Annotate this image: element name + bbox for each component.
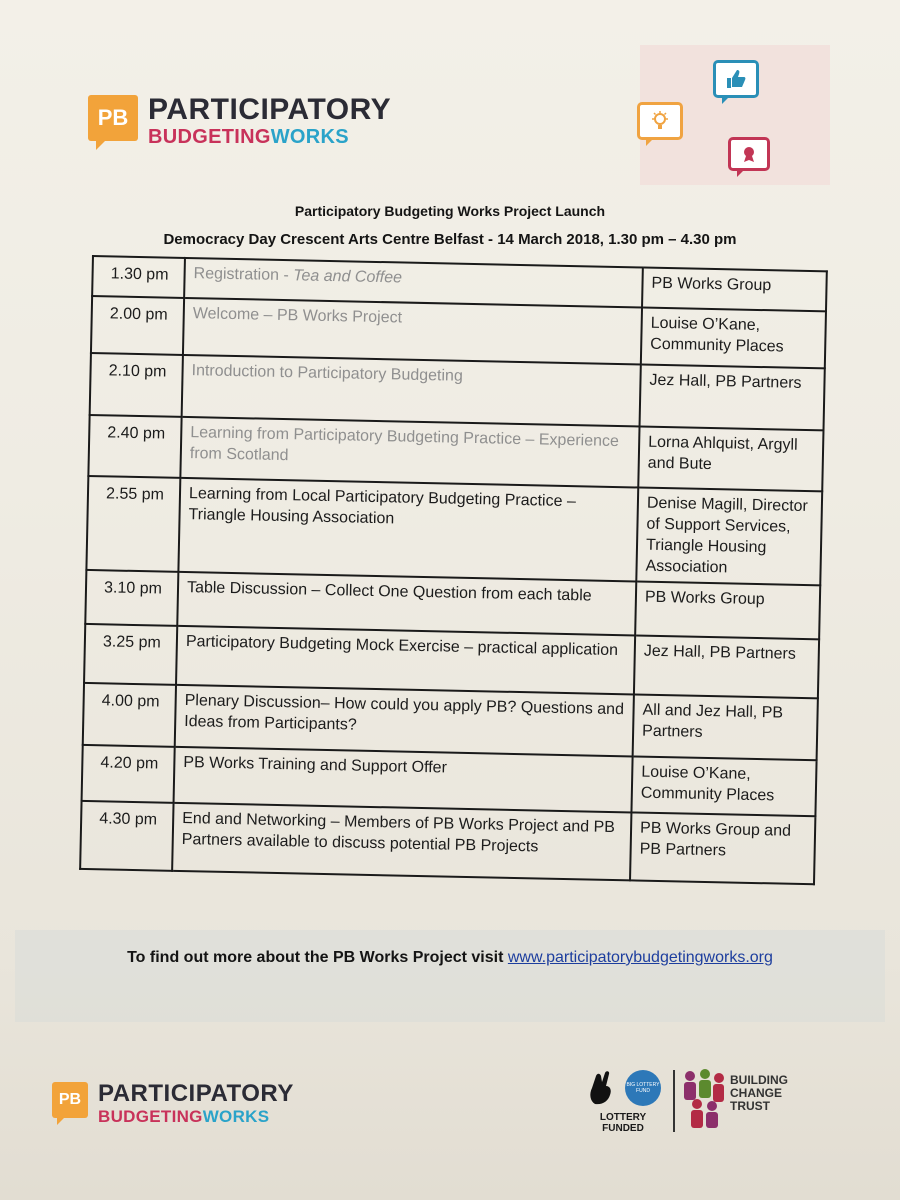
agenda-time: 3.10 pm [85,570,178,626]
award-icon [728,137,770,171]
agenda-presenter: Jez Hall, PB Partners [634,635,819,698]
agenda-item: Welcome – PB Works Project [183,298,642,365]
logo-line-1: PARTICIPATORY [98,1080,294,1107]
agenda-time: 4.20 pm [82,745,175,803]
event-subtitle: Democracy Day Crescent Arts Centre Belfast - 14 March 2018, 1.30 pm – 4.30 pm [163,231,737,248]
pb-badge-icon: PB [88,95,138,141]
agenda-time: 2.55 pm [86,476,180,572]
agenda-presenter: PB Works Group and PB Partners [630,812,815,884]
pb-works-logo [88,95,391,147]
agenda-presenter: Denise Magill, Director of Support Services, Triangle Housing Association [636,487,822,585]
pb-badge-icon: PB [52,1082,88,1118]
agenda-time: 4.00 pm [83,683,176,747]
people-group-icon [680,1068,726,1130]
divider [673,1070,675,1132]
thumbs-up-icon [713,60,759,98]
agenda-presenter: Lorna Ahlquist, Argyll and Bute [638,427,823,492]
logo-line-1: PARTICIPATORY [148,93,392,126]
footer-band [15,930,885,1022]
agenda-time: 2.10 pm [90,353,183,417]
agenda-row [80,801,815,884]
agenda-presenter: Jez Hall, PB Partners [640,365,825,431]
agenda-item: Introduction to Participatory Budgeting [182,355,641,427]
agenda-table [79,255,828,885]
building-change-trust-logo [680,1068,788,1130]
agenda-item: Plenary Discussion– How could you apply PB? Questions and Ideas from Participants? [175,685,634,757]
agenda-item: Learning from Participatory Budgeting Practice – Experience from Scotland [180,417,639,488]
agenda-item: End and Networking – Members of PB Works Project and PB Partners available to discuss potential PB Projects [172,803,631,881]
agenda-item: Table Discussion – Collect One Question from each table [177,572,636,636]
agenda-presenter: Louise O’Kane, Community Places [631,756,816,816]
agenda-presenter: Louise O’Kane, Community Places [641,308,826,369]
lightbulb-icon [637,102,683,140]
website-link[interactable]: www.participatorybudgetingworks.org [507,949,773,966]
agenda-time: 4.30 pm [80,801,173,871]
agenda-item: Registration - Tea and Coffee [184,258,643,308]
lottery-funded-logo [578,1068,668,1134]
agenda-item: Learning from Local Participatory Budgeting Practice – Triangle Housing Association [178,478,638,582]
agenda-time: 1.30 pm [92,256,185,298]
lottery-funded-label: LOTTERY FUNDED [599,1112,647,1134]
agenda-time: 2.40 pm [88,415,181,478]
crossed-fingers-icon [585,1068,617,1108]
agenda-time: 2.00 pm [91,296,184,355]
footer-text: To find out more about the PB Works Project visit [127,949,504,966]
event-title: Participatory Budgeting Works Project Launch [294,203,606,219]
agenda-presenter: PB Works Group [635,581,820,639]
big-lottery-fund-icon: BIG LOTTERY FUND [625,1070,661,1106]
agenda-item: PB Works Training and Support Offer [174,747,633,813]
agenda-row [86,476,822,585]
agenda-presenter: All and Jez Hall, PB Partners [633,694,818,760]
logo-line-2: BUDGETINGWORKS [148,126,349,148]
logo-line-2: BUDGETINGWORKS [98,1107,270,1126]
footer-info [0,949,900,967]
agenda-presenter: PB Works Group [642,268,827,312]
bct-name: BUILDING CHANGE TRUST [730,1073,788,1113]
agenda-time: 3.25 pm [84,624,177,685]
pb-works-logo-footer [52,1082,294,1125]
agenda-item: Participatory Budgeting Mock Exercise – practical application [176,626,635,695]
